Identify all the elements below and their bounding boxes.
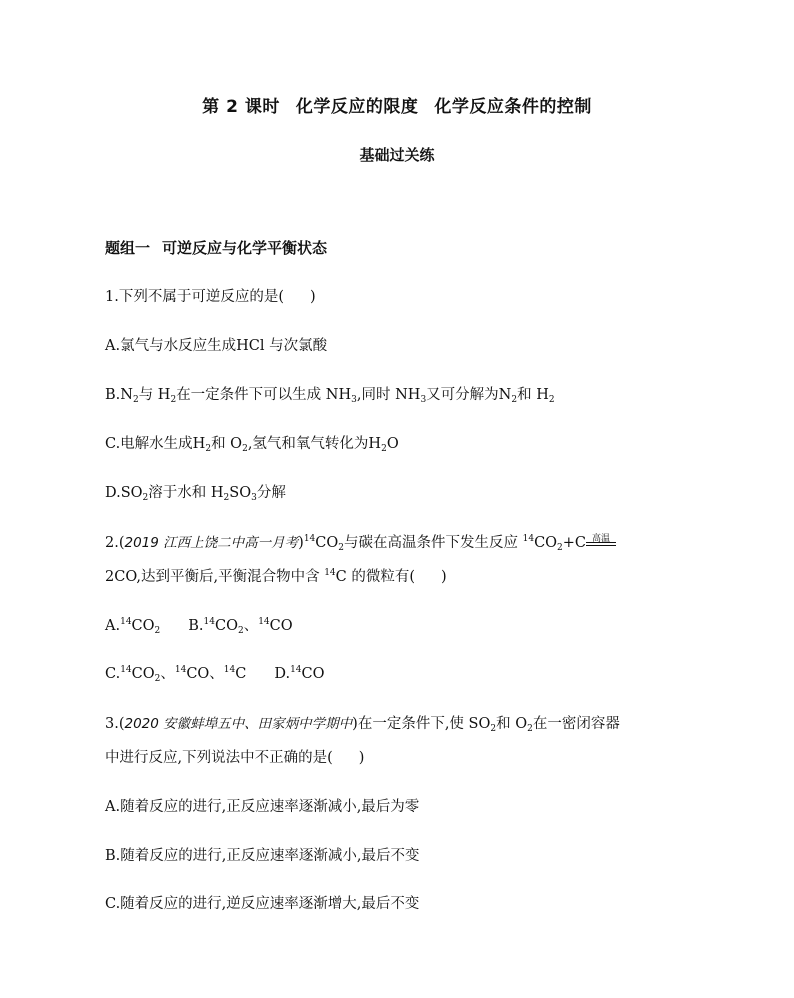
page-title bbox=[0, 92, 794, 117]
lesson-topic-2: 化学反应条件的控制 bbox=[434, 97, 592, 117]
question-3-option-c: C.随着反应的进行,逆反应速率逐渐增大,最后不变 bbox=[105, 896, 420, 912]
question-1-option-b: $B.N_2$与 $H_2$在一定条件下可以生成 $NH_3$,同时 $NH_3$又可分解为$N_2$和 $H_2$ bbox=[105, 387, 555, 405]
question-1-option-d: $D.SO_2$溶于水和 $H_2SO_3$分解 bbox=[105, 485, 286, 503]
question-2-stem: 2.(2019 江西上饶二中高一月考)$^{14}CO_2$与碳在高温条件下发生反应 $^{14}CO_2+C$ 高温 bbox=[105, 533, 616, 553]
question-3-stem: 3.(2020 安徽蚌埠五中、田家炳中学期中)在一定条件下,使 $SO_2$和 $O_2$在一密闭容器 bbox=[105, 716, 620, 734]
question-2-option-c: $C.^{14}CO_2$、$^{14}$CO、$^{14}$C bbox=[105, 665, 247, 684]
question-3-option-b: B.随着反应的进行,正反应速率逐渐减小,最后不变 bbox=[105, 848, 420, 864]
question-2-options-ab bbox=[105, 616, 293, 636]
reaction-condition-arrow: 高温 bbox=[586, 533, 616, 553]
question-2-option-b: $B.^{14}CO_2$、$^{14}$CO bbox=[188, 617, 293, 636]
question-1-option-a: A.氯气与水反应生成HCl 与次氯酸 bbox=[105, 338, 328, 354]
question-2-option-a: $A.^{14}CO_2$ bbox=[105, 617, 161, 636]
page-subtitle: 基础过关练 bbox=[359, 146, 435, 164]
section-label: 题组一 bbox=[105, 239, 151, 257]
question-3-source: 2020 安徽蚌埠五中、田家炳中学期中 bbox=[124, 716, 353, 732]
question-2-option-d: D.$^{14}$CO bbox=[274, 665, 325, 682]
section-title: 可逆反应与化学平衡状态 bbox=[162, 239, 328, 257]
lesson-topic-1: 化学反应的限度 bbox=[295, 97, 419, 117]
question-2-stem-line2: 2CO,达到平衡后,平衡混合物中含 $^{14}$C 的微粒有( ) bbox=[105, 568, 447, 585]
question-3-option-a: A.随着反应的进行,正反应速率逐渐减小,最后为零 bbox=[105, 799, 420, 815]
lesson-number: 第 2 课时 bbox=[202, 97, 280, 117]
question-3-stem-line2: 中进行反应,下列说法中不正确的是( ) bbox=[105, 750, 365, 766]
question-2-options-cd bbox=[105, 664, 325, 684]
section-heading bbox=[105, 238, 327, 258]
question-1-stem: 1.下列不属于可逆反应的是( ) bbox=[105, 289, 316, 305]
question-2-source: 2019 江西上饶二中高一月考 bbox=[124, 535, 299, 551]
question-1-option-c: C.电解水生成$H_2$和 $O_2$,氢气和氧气转化为$H_2O$ bbox=[105, 436, 399, 454]
